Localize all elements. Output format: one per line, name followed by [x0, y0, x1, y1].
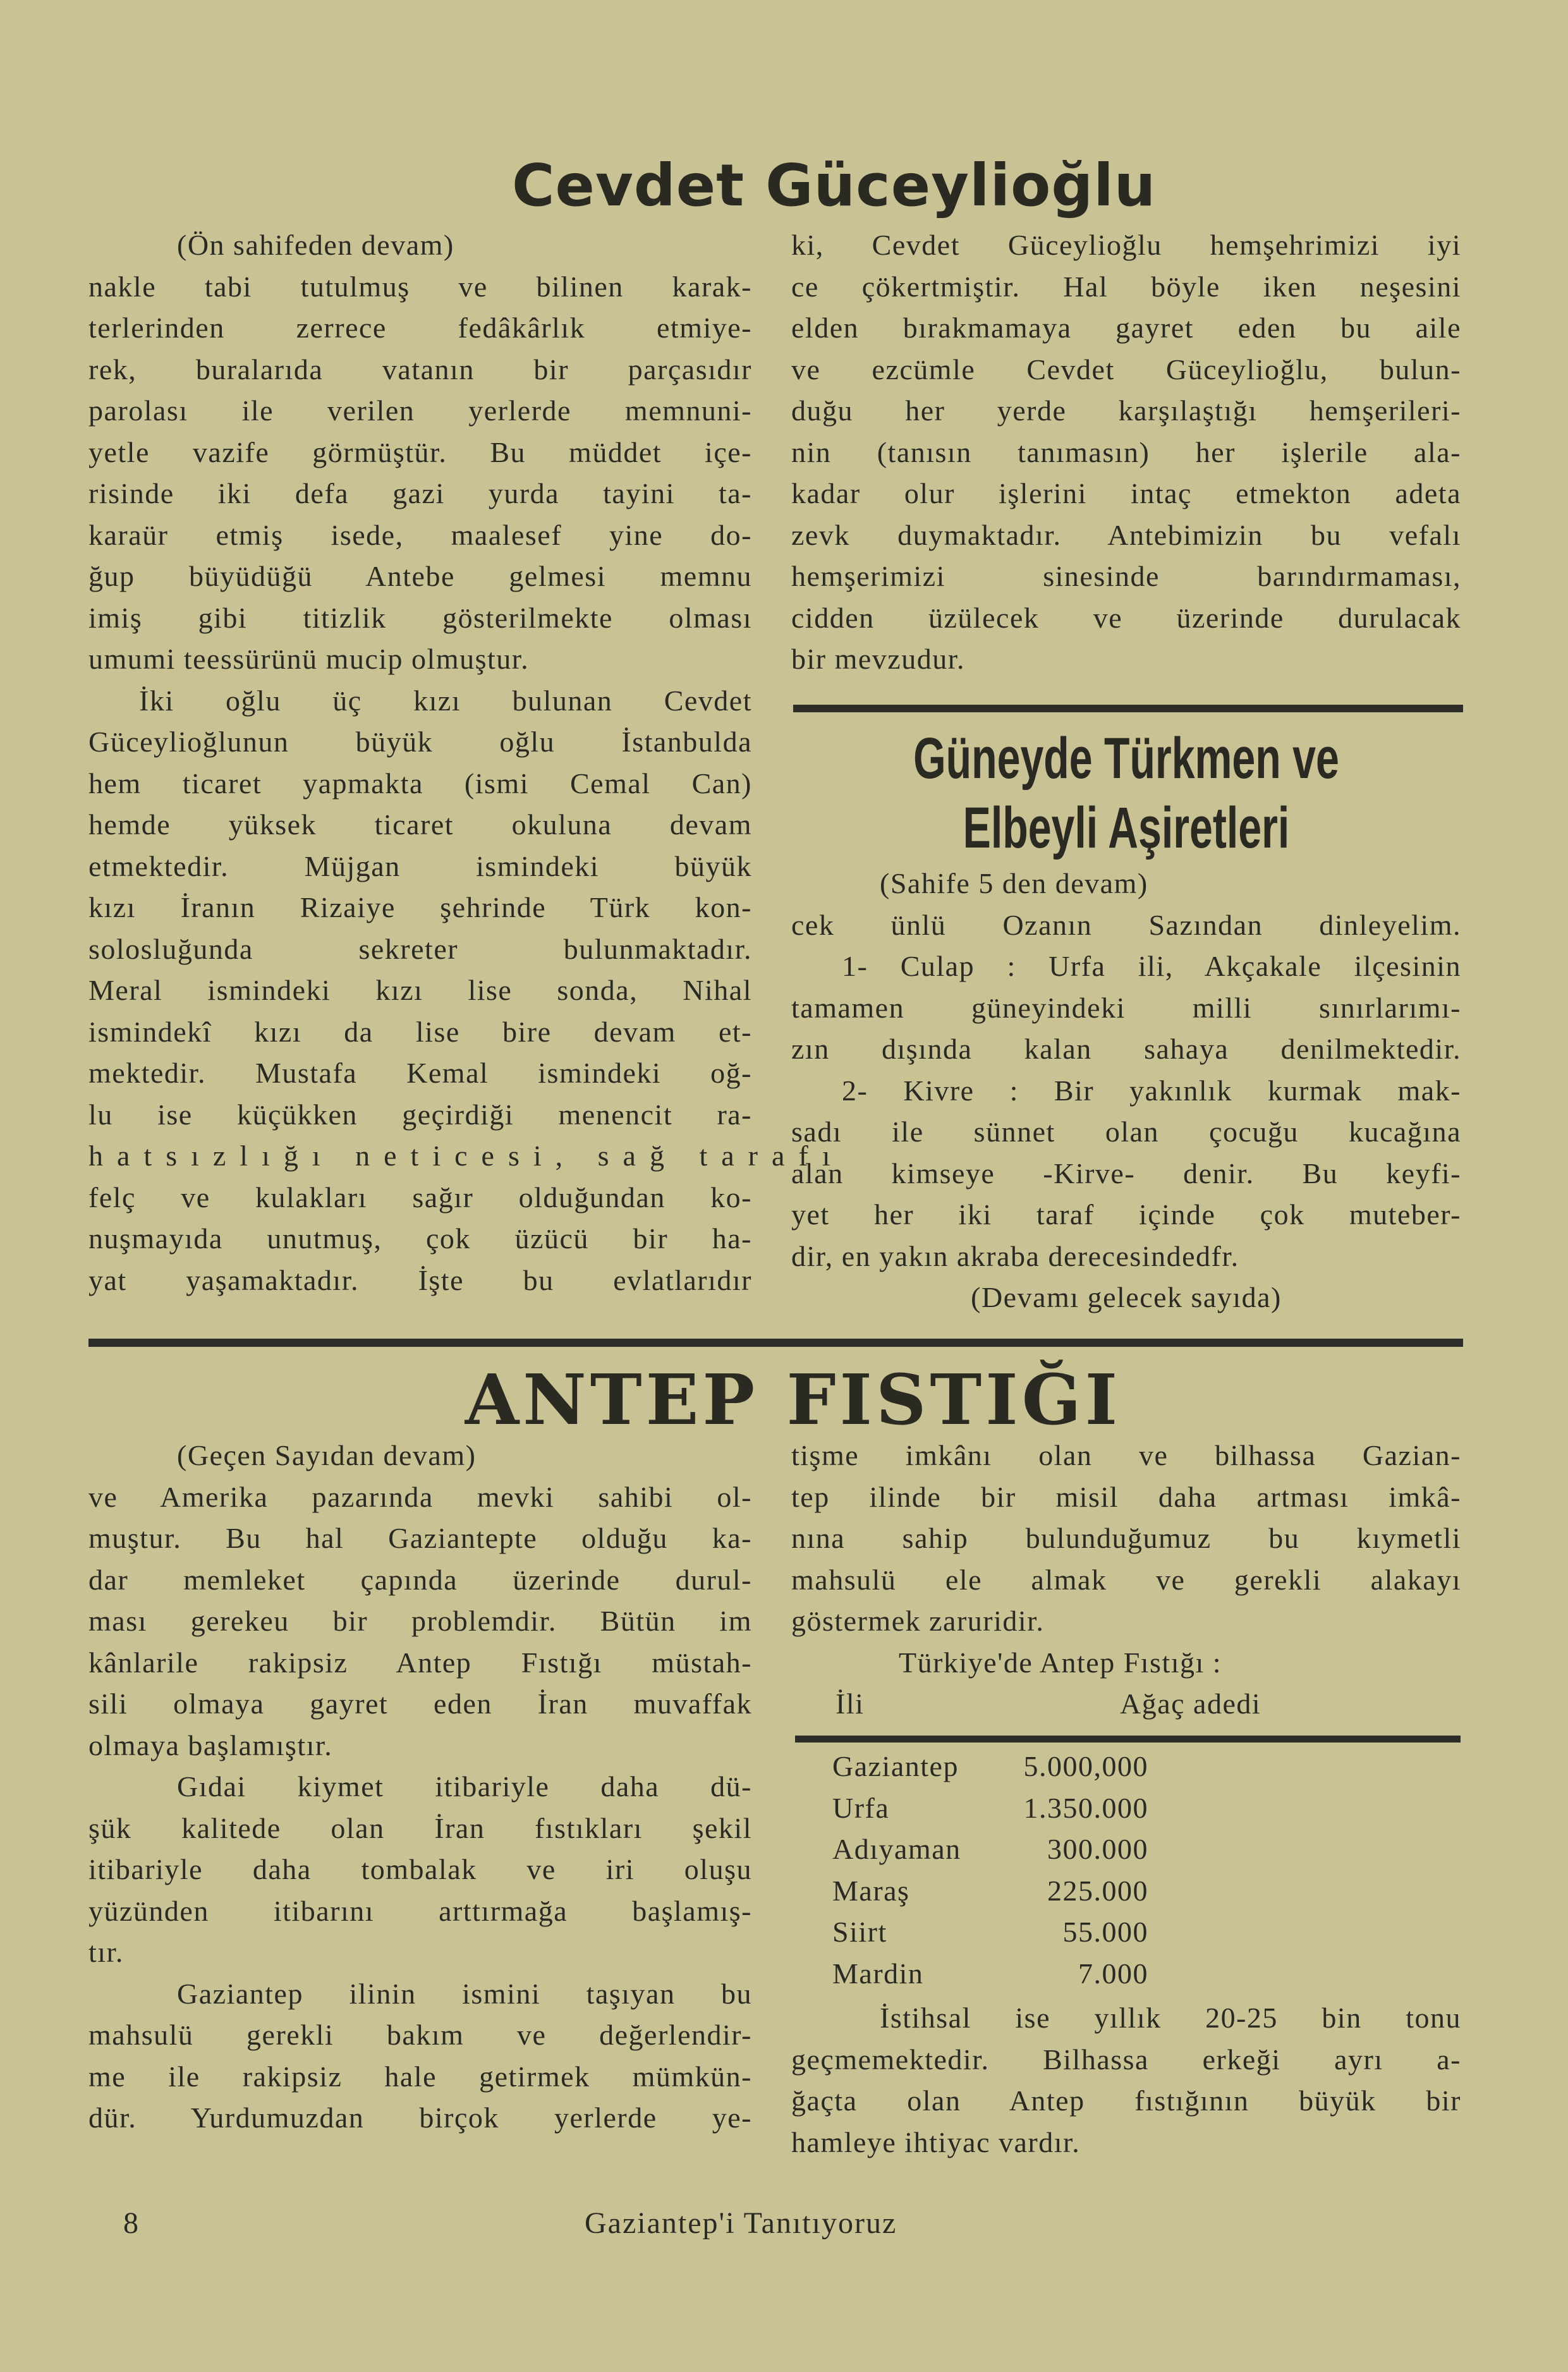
text-line: 1- Culap : Urfa ili, Akçakale ilçesinin	[842, 950, 1461, 982]
article1-column-right	[791, 224, 1461, 680]
province-cell: Siirt	[832, 1916, 887, 1948]
table-row	[791, 1953, 1461, 1995]
text-line: elden bırakmamaya gayret eden bu aile	[791, 312, 1461, 344]
text-line: İki oğlu üç kızı bulunan Cevdet	[139, 684, 752, 717]
text-line: yetle vazife görmüştür. Bu müddet içe-	[88, 435, 752, 468]
text-line: ce çökertmiştir. Hal böyle iken neşesini	[791, 270, 1461, 303]
text-line: göstermek zaruridir.	[791, 1605, 1045, 1637]
text-line: umumi teessürünü mucip olmuştur.	[88, 643, 530, 675]
text-line: ismindekî kızı da lise bire devam et-	[88, 1015, 752, 1048]
text-line: kızı İranın Rizaiye şehrinde Türk kon-	[88, 891, 752, 923]
text-line: ve Amerika pazarında mevki sahibi ol-	[88, 1480, 752, 1513]
text-line: kadar olur işlerini intaç etmekton adeta	[791, 477, 1461, 509]
text-line: nakle tabi tutulmuş ve bilinen karak-	[88, 270, 752, 303]
text-line: itibariyle daha tombalak ve iri oluşu	[88, 1853, 752, 1885]
text-line: tır.	[88, 1936, 124, 1968]
table-row	[791, 1787, 1461, 1829]
table-row	[791, 1911, 1461, 1953]
province-cell: Mardin	[832, 1957, 924, 1990]
text-line: olmaya başlamıştır.	[88, 1729, 333, 1761]
text-line: zın dışında kalan sahaya denilmektedir.	[791, 1033, 1461, 1065]
table-title: Türkiye'de Antep Fıstığı :	[899, 1646, 1222, 1679]
text-line: Gıdai kiymet itibariyle daha dü-	[177, 1770, 752, 1803]
text-line: mahsulü ele almak ve gerekli alakayı	[791, 1563, 1461, 1596]
tree-count-cell: 1.350.000	[1023, 1791, 1148, 1824]
article2-body	[791, 863, 1461, 1318]
tree-count-cell: 7.000	[1078, 1957, 1148, 1990]
text-line: yat yaşamaktadır. İşte bu evlatlarıdır	[88, 1263, 752, 1296]
tree-count-cell: 225.000	[1047, 1874, 1148, 1907]
text-line: rek, buralarıda vatanın bir parçasıdır	[88, 353, 752, 386]
title-line: Güneyde Türkmen ve	[913, 726, 1339, 791]
text-line: alan kimseye -Kirve- denir. Bu keyfi-	[791, 1157, 1461, 1189]
article-title-antep-fistigi: ANTEP FISTIĞI	[465, 1359, 1122, 1440]
text-line: sadı ile sünnet olan çocuğu kucağına	[791, 1116, 1461, 1148]
text-line: tep ilinde bir misil daha artması imkâ-	[791, 1480, 1461, 1513]
text-line: parolası ile verilen yerlerde memnuni-	[88, 394, 752, 427]
table-header	[791, 1683, 1461, 1725]
text-line: geçmemektedir. Bilhassa erkeği ayrı a-	[791, 2043, 1461, 2076]
table-row	[791, 1870, 1461, 1912]
column-header-province: İli	[836, 1688, 865, 1720]
text-line: ğup büyüdüğü Antebe gelmesi memnu	[88, 560, 752, 592]
text-line: cek ünlü Ozanın Sazından dinleyelim.	[791, 908, 1461, 941]
text-line: felç ve kulakları sağır olduğundan ko-	[88, 1181, 752, 1213]
page-number: 8	[123, 2206, 139, 2240]
province-cell: Gaziantep	[832, 1750, 959, 1782]
tree-count-cell: 5.000,000	[1023, 1750, 1148, 1782]
text-line: karaür etmiş isede, maalesef yine do-	[88, 518, 752, 551]
text-line: nuşmayıda unutmuş, çok üzücü bir ha-	[88, 1222, 752, 1255]
text-line: ki, Cevdet Güceylioğlu hemşehrimizi iyi	[791, 229, 1461, 261]
text-line: İstihsal ise yıllık 20-25 bin tonu	[880, 2002, 1461, 2034]
table-header-rule	[795, 1736, 1461, 1743]
text-line: lu ise küçükken geçirdiği menencit ra-	[88, 1098, 752, 1131]
text-line: muştur. Bu hal Gaziantepte olduğu ka-	[88, 1522, 752, 1554]
text-line: kânlarile rakipsiz Antep Fıstığı müstah-	[88, 1646, 752, 1679]
text-line: imiş gibi titizlik gösterilmekte olması	[88, 601, 752, 634]
text-line: ğaçta olan Antep fıstığının büyük bir	[791, 2084, 1461, 2117]
table-row	[791, 1746, 1461, 1787]
divider-rule	[793, 705, 1463, 712]
article3-column-left	[88, 1435, 752, 2139]
publication-name: Gaziantep'i Tanıtıyoruz	[585, 2206, 897, 2240]
continuation-note: (Sahife 5 den devam)	[880, 867, 1148, 899]
text-line: mahsulü gerekli bakım ve değerlendir-	[88, 2019, 752, 2051]
text-line: hemde yüksek ticaret okuluna devam	[88, 808, 752, 841]
text-line: hamleye ihtiyac vardır.	[791, 2126, 1081, 2158]
article-title-cevdet: Cevdet Güceylioğlu	[512, 152, 1157, 219]
text-line: ması gerekeu bir problemdir. Bütün im	[88, 1605, 752, 1637]
text-line: duğu her yerde karşılaştığı hemşerileri-	[791, 394, 1461, 427]
text-line: yüzünden itibarını arttırmağa başlamış-	[88, 1894, 752, 1927]
text-line: mektedir. Mustafa Kemal ismindeki oğ-	[88, 1057, 752, 1089]
province-cell: Adıyaman	[832, 1833, 961, 1865]
text-line: tamamen güneyindeki milli sınırlarımı-	[791, 991, 1461, 1024]
tree-count-cell: 300.000	[1047, 1833, 1148, 1865]
text-line: dür. Yurdumuzdan birçok yerlerde ye-	[88, 2101, 752, 2134]
text-line: solosluğunda sekreter bulunmaktadır.	[88, 932, 752, 965]
text-line: etmektedir. Müjgan ismindeki büyük	[88, 849, 752, 882]
text-line: me ile rakipsiz hale getirmek mümkün-	[88, 2060, 752, 2093]
tree-count-table	[791, 1746, 1461, 1994]
text-line: Meral ismindeki kızı lise sonda, Nihal	[88, 974, 752, 1006]
column-header-tree-count: Ağaç adedi	[1120, 1688, 1261, 1720]
article1-column-left	[88, 224, 844, 1301]
continuation-note: (Ön sahifeden devam)	[177, 229, 454, 261]
text-line: nına sahip bulunduğumuz bu kıymetli	[791, 1522, 1461, 1554]
section-divider-rule	[88, 1339, 1463, 1347]
title-line: Elbeyli Aşiretleri	[963, 796, 1290, 860]
text-line: bir mevzudur.	[791, 643, 965, 675]
article3-column-right	[791, 1435, 1461, 1725]
article-title-guneyde	[885, 724, 1367, 863]
text-line: sili olmaya gayret eden İran muvaffak	[88, 1688, 752, 1720]
table-row	[791, 1828, 1461, 1870]
text-line: Güceylioğlunun büyük oğlu İstanbulda	[88, 726, 752, 758]
text-line: dar memleket çapında üzerinde durul-	[88, 1563, 752, 1596]
text-line: 2- Kivre : Bir yakınlık kurmak mak-	[842, 1074, 1461, 1107]
text-line: şük kalitede olan İran fıstıkları şekil	[88, 1811, 752, 1844]
text-line: hemşerimizi sinesinde barındırmaması,	[791, 560, 1461, 592]
text-line: nin (tanısın tanımasın) her işlerile ala-	[791, 435, 1461, 468]
text-line: cidden üzülecek ve üzerinde durulacak	[791, 601, 1461, 634]
text-line: Gaziantep ilinin ismini taşıyan bu	[177, 1977, 752, 2010]
text-line: hatsızlığı neticesi, sağ tarafı	[88, 1140, 844, 1172]
text-line: hem ticaret yapmakta (ismi Cemal Can)	[88, 767, 752, 800]
text-line: zevk duymaktadır. Antebimizin bu vefalı	[791, 518, 1461, 551]
text-line: yet her iki taraf içinde çok muteber-	[791, 1198, 1461, 1231]
tree-count-cell: 55.000	[1062, 1916, 1148, 1948]
text-line: terlerinden zerrece fedâkârlık etmiye-	[88, 312, 752, 344]
text-line: tişme imkânı olan ve bilhassa Gazian-	[791, 1439, 1461, 1471]
text-line: ve ezcümle Cevdet Güceylioğlu, bulun-	[791, 353, 1461, 386]
article3-column-right-after-table	[791, 1997, 1461, 2163]
continuation-note: (Geçen Sayıdan devam)	[177, 1439, 477, 1471]
continued-note: (Devamı gelecek sayıda)	[971, 1281, 1282, 1313]
text-line: risinde iki defa gazi yurda tayini ta-	[88, 477, 752, 509]
text-line: dir, en yakın akraba derecesindedfr.	[791, 1239, 1239, 1272]
province-cell: Maraş	[832, 1874, 910, 1907]
province-cell: Urfa	[832, 1791, 890, 1824]
